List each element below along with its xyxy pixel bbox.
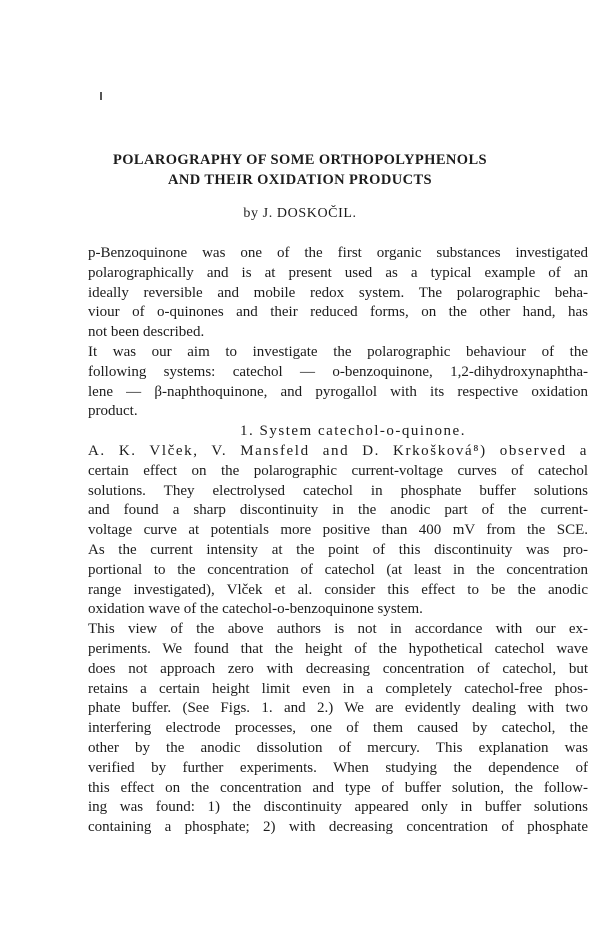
text-line: periments. We found that the height of the hypothetical catechol wave <box>88 640 588 657</box>
text-line: does not approach zero with decreasing concentration of catechol, but <box>88 660 588 677</box>
text-line: p-Benzoquinone was one of the first organic substances investigated <box>88 245 588 261</box>
text-line: verified by further experiments. When studying the dependence of <box>88 759 588 776</box>
text-line: phate buffer. (See Figs. 1. and 2.) We are evidently dealing with two <box>88 700 588 717</box>
text-line: certain effect on the polarographic current-voltage curves of catechol <box>88 462 588 479</box>
text-line: following systems: catechol — o-benzoquinone, 1,2-dihydroxynaphtha- <box>88 363 588 380</box>
text-line: product. <box>88 403 138 420</box>
text-line: ideally reversible and mobile redox system. The polarographic beha- <box>88 284 588 301</box>
author-line: by J. DOSKOČIL. <box>243 206 357 221</box>
text-line: viour of o-quinones and their reduced forms, on the other hand, has <box>88 304 588 321</box>
text-line: As the current intensity at the point of this discontinuity was pro- <box>88 541 588 558</box>
text-line: other by the anodic dissolution of mercury. This explanation was <box>88 739 588 756</box>
section-heading: 1. System catechol-o-quinone. <box>240 423 466 440</box>
section-paragraph-2 <box>88 620 588 838</box>
intro-paragraph-1 <box>88 244 588 343</box>
title-line-1: POLAROGRAPHY OF SOME ORTHOPOLYPHENOLS <box>112 152 487 168</box>
title-line-2: AND THEIR OXIDATION PRODUCTS <box>167 172 433 188</box>
text-line: retains a certain height limit even in a completely catechol-free phos- <box>88 680 588 697</box>
paper-title <box>60 150 540 190</box>
article-body <box>88 244 588 838</box>
text-line: A. K. Vlček, V. Mansfeld and D. Krkošková⁸) observed a <box>88 442 588 459</box>
intro-paragraph-2 <box>88 343 588 422</box>
section-paragraph-1 <box>88 442 588 620</box>
text-line: voltage curve at potentials more positive than 400 mV from the SCE. <box>88 522 588 539</box>
scan-speck <box>100 92 102 100</box>
text-line: containing a phosphate; 2) with decreasing concentration of phosphate <box>88 819 588 836</box>
text-line: It was our aim to investigate the polarographic behaviour of the <box>88 343 588 360</box>
text-line: range investigated), Vlček et al. consider this effect to be the anodic <box>88 581 588 598</box>
text-line: polarographically and is at present used as a typical example of an <box>88 264 588 281</box>
text-line: lene — β-naphthoquinone, and pyrogallol with its respective oxidation <box>88 383 588 400</box>
text-line: and found a sharp discontinuity in the anodic part of the current- <box>88 502 588 519</box>
text-line: oxidation wave of the catechol-o-benzoquinone system. <box>88 601 423 618</box>
text-line: solutions. They electrolysed catechol in phosphate buffer solutions <box>88 482 588 499</box>
text-line: portional to the concentration of catechol (at least in the concentration <box>88 561 588 578</box>
text-line: ing was found: 1) the discontinuity appeared only in buffer solutions <box>88 799 588 816</box>
text-line: not been described. <box>88 324 205 341</box>
text-line: this effect on the concentration and type of buffer solution, the follow- <box>88 779 588 796</box>
text-line: interfering electrode processes, one of them caused by catechol, the <box>88 720 588 737</box>
text-line: This view of the above authors is not in accordance with our ex- <box>88 621 588 638</box>
